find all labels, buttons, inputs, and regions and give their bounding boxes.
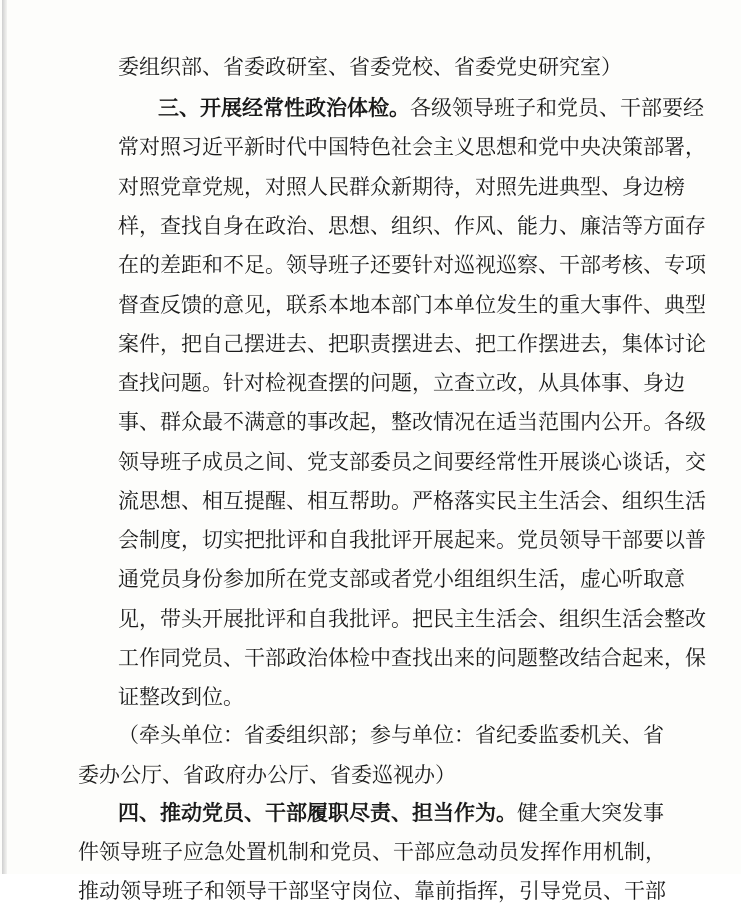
text-line-16: 工作同党员、干部政治体检中查找出来的问题整改结合起来，保	[118, 646, 706, 670]
section-3-lead: 各级领导班子和党员、干部要经	[410, 96, 704, 120]
text-line-8: 案件，把自己摆进去、把职责摆进去、把工作摆进去，集体讨论	[118, 332, 706, 356]
text-line-15: 见，带头开展批评和自我批评。把民主生活会、组织生活会整改	[118, 607, 706, 631]
text-line-22: 件领导班子应急处置机制和党员、干部应急动员发挥作用机制，	[78, 840, 666, 864]
section-4-lead: 健全重大突发事	[517, 801, 664, 825]
lead-unit-line-2: 委办公厅、省政府办公厅、省委巡视办）	[78, 763, 456, 787]
text-line-13: 会制度，切实把批评和自我批评开展起来。党员领导干部要以普	[118, 528, 706, 552]
text-line-3: 常对照习近平新时代中国特色社会主义思想和党中央决策部署，	[118, 135, 706, 159]
section-3-heading	[158, 93, 704, 123]
text-line-17: 证整改到位。	[118, 685, 244, 709]
scan-edge-shadow	[2, 0, 7, 874]
text-line-23: 推动领导班子和领导干部坚守岗位、靠前指挥，引导党员、干部	[78, 879, 666, 903]
text-line-6: 在的差距和不足。领导班子还要针对巡视巡察、干部考核、专项	[118, 253, 706, 277]
section-4-title: 四、推动党员、干部履职尽责、担当作为。	[118, 801, 517, 825]
text-line-14: 通党员身份参加所在党支部或者党小组组织生活，虚心听取意	[118, 567, 685, 591]
text-line-7: 督查反馈的意见，联系本地本部门本单位发生的重大事件、典型	[118, 293, 706, 317]
text-line-9: 查找问题。针对检视查摆的问题，立查立改，从具体事、身边	[118, 371, 685, 395]
text-line-1: 委组织部、省委政研室、省委党校、省委党史研究室）	[118, 55, 622, 79]
section-3-title: 三、开展经常性政治体检。	[158, 96, 410, 120]
section-4-heading	[118, 798, 664, 828]
text-line-10: 事、群众最不满意的事改起，整改情况在适当范围内公开。各级	[118, 410, 706, 434]
text-line-11: 领导班子成员之间、党支部委员之间要经常性开展谈心谈话，交	[118, 450, 706, 474]
text-line-5: 样，查找自身在政治、思想、组织、作风、能力、廉洁等方面存	[118, 214, 706, 238]
lead-unit-line-1: （牵头单位：省委组织部；参与单位：省纪委监委机关、省	[118, 723, 664, 747]
text-line-4: 对照党章党规，对照人民群众新期待，对照先进典型、身边榜	[118, 175, 685, 199]
text-line-12: 流思想、相互提醒、相互帮助。严格落实民主生活会、组织生活	[118, 489, 706, 513]
